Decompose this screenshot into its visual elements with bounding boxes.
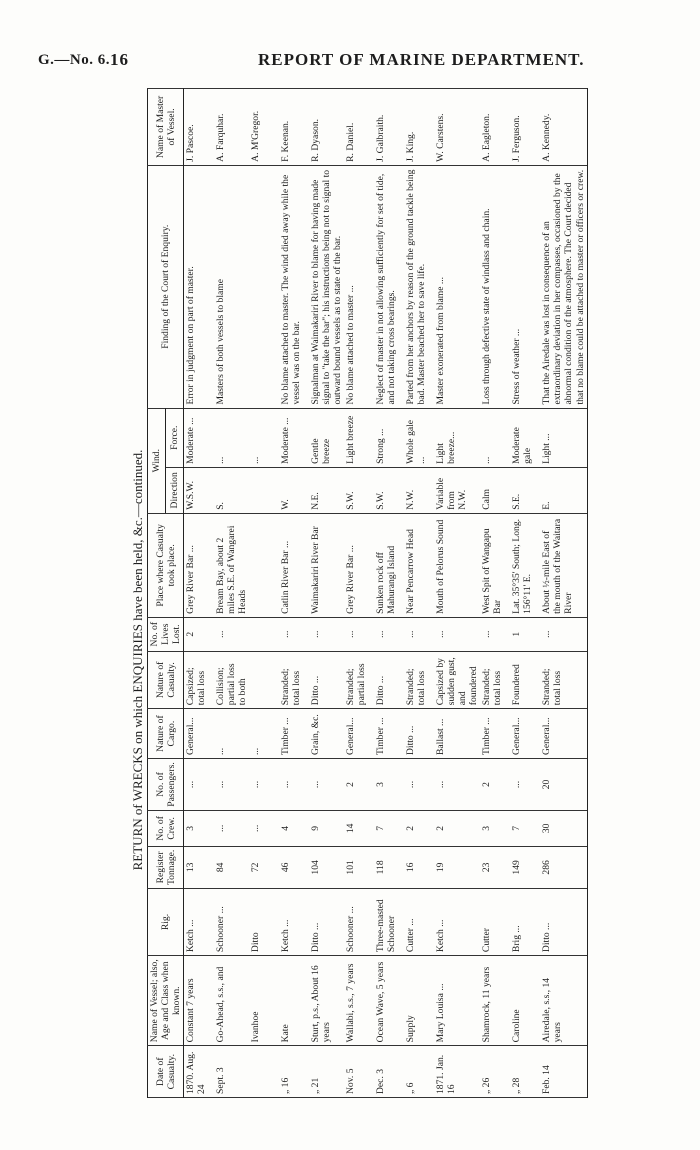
cell-force: Light ... — [540, 408, 587, 467]
cell-lives: ... — [279, 617, 309, 651]
cell-master: F. Keenan. — [279, 89, 309, 166]
cell-place: Catlin River Bar ... — [279, 513, 309, 617]
cell-tonnage: 23 — [480, 846, 510, 888]
table-row — [279, 89, 309, 1098]
cell-rig: Three-masted Schooner — [374, 889, 404, 956]
cell-cargo: Ballast ... — [434, 709, 480, 759]
table-row — [404, 89, 434, 1098]
cell-lives: ... — [480, 617, 510, 651]
cell-lives: ... — [309, 617, 344, 651]
cell-force: ... — [249, 408, 279, 467]
cell-rig: Ketch ... — [184, 889, 215, 956]
cell-finding: Signalman at Waimakariri River to blame for having made signal to "take the bar"; his instructions being not to signal to outward bound vessels as to state of the bar. — [309, 165, 344, 408]
cell-direction: S.W. — [344, 467, 374, 513]
cell-crew: 3 — [184, 810, 215, 846]
cell-direction: S.E. — [510, 467, 540, 513]
cell-name: Wallabi, s.s., 7 years — [344, 956, 374, 1046]
cell-cargo: Timber ... — [279, 709, 309, 759]
cell-direction: E. — [540, 467, 587, 513]
cell-master: J. Pascoe. — [184, 89, 215, 166]
cell-direction: Variable from N.W. — [434, 467, 480, 513]
cell-lives: 2 — [184, 617, 215, 651]
cell-date: „ 6 — [404, 1046, 434, 1098]
cell-place: Near Pencarrow Head — [404, 513, 434, 617]
header-wind: Wind. — [148, 408, 166, 513]
cell-cargo: General... — [510, 709, 540, 759]
cell-name: Shamrock, 11 years — [480, 956, 510, 1046]
cell-name: Kate — [279, 956, 309, 1046]
cell-master: A. Farquhar. — [214, 89, 249, 166]
cell-tonnage: 149 — [510, 846, 540, 888]
cell-name: Constant 7 years — [184, 956, 215, 1046]
cell-master: W. Carstens. — [434, 89, 480, 166]
cell-lives: ... — [434, 617, 480, 651]
wrecks-table-rotated — [147, 88, 637, 1098]
cell-finding — [249, 165, 279, 408]
cell-finding: No blame attached to master. The wind died away while the vessel was on the bar. — [279, 165, 309, 408]
cell-cargo: Timber ... — [374, 709, 404, 759]
cell-casualty: Stranded; total loss — [540, 651, 587, 709]
cell-tonnage: 72 — [249, 846, 279, 888]
cell-passengers: ... — [184, 759, 215, 811]
cell-passengers: ... — [279, 759, 309, 811]
cell-date — [249, 1046, 279, 1098]
cell-name: Ocean Wave, 5 years — [374, 956, 404, 1046]
cell-master: J. Ferguson. — [510, 89, 540, 166]
document-reference: G.—No. 6. — [38, 52, 110, 68]
cell-direction: W. — [279, 467, 309, 513]
header-casualty: Nature of Casualty. — [148, 651, 184, 709]
cell-crew: 3 — [480, 810, 510, 846]
cell-master: R. Dyason. — [309, 89, 344, 166]
cell-rig: Cutter — [480, 889, 510, 956]
cell-master: A. M'Gregor. — [249, 89, 279, 166]
cell-rig: Ketch ... — [434, 889, 480, 956]
cell-place: Mouth of Pelorus Sound — [434, 513, 480, 617]
cell-finding: Loss through defective state of windlass and chain. — [480, 165, 510, 408]
cell-finding: No blame attached to master ... — [344, 165, 374, 408]
header-crew: No. of Crew. — [148, 810, 184, 846]
cell-casualty: Stranded; total loss — [404, 651, 434, 709]
cell-casualty: Stranded; partial loss — [344, 651, 374, 709]
cell-place: Grey River Bar ... — [184, 513, 215, 617]
cell-crew: 14 — [344, 810, 374, 846]
cell-lives — [249, 617, 279, 651]
cell-rig: Schooner ... — [344, 889, 374, 956]
cell-date: „ 26 — [480, 1046, 510, 1098]
table-row — [309, 89, 344, 1098]
table-row — [374, 89, 404, 1098]
cell-rig: Ditto — [249, 889, 279, 956]
cell-passengers: ... — [214, 759, 249, 811]
header-finding: Finding of the Court of Enquiry. — [148, 165, 184, 408]
header-force: Force. — [166, 408, 184, 467]
wrecks-table — [147, 88, 588, 1098]
table-row — [184, 89, 215, 1098]
cell-casualty: Collision; partial loss to both — [214, 651, 249, 709]
cell-finding: Error in judgment on part of master. — [184, 165, 215, 408]
table-row — [510, 89, 540, 1098]
cell-date: Nov. 5 — [344, 1046, 374, 1098]
cell-passengers: ... — [309, 759, 344, 811]
cell-master: R. Daniel. — [344, 89, 374, 166]
cell-master: J. Galbraith. — [374, 89, 404, 166]
cell-force: Light breeze... — [434, 408, 480, 467]
table-caption: RETURN of WRECKS on which ENQUIRIES have been held, &c.—continued. — [130, 449, 145, 871]
header-tonnage: Register Tonnage. — [148, 846, 184, 888]
cell-passengers: 2 — [344, 759, 374, 811]
cell-cargo: Grain, &c. — [309, 709, 344, 759]
cell-tonnage: 84 — [214, 846, 249, 888]
cell-crew: 7 — [374, 810, 404, 846]
cell-passengers: ... — [510, 759, 540, 811]
cell-name: Caroline — [510, 956, 540, 1046]
cell-casualty — [249, 651, 279, 709]
cell-tonnage: 16 — [404, 846, 434, 888]
cell-finding: Stress of weather ... — [510, 165, 540, 408]
cell-lives: ... — [344, 617, 374, 651]
cell-name: Airedale, s.s., 14 years — [540, 956, 587, 1046]
cell-crew: ... — [249, 810, 279, 846]
cell-direction: N.W. — [404, 467, 434, 513]
cell-tonnage: 118 — [374, 846, 404, 888]
table-row — [214, 89, 249, 1098]
header-lives: No. of Lives Lost. — [148, 617, 184, 651]
cell-finding: Masters of both vessels to blame — [214, 165, 249, 408]
cell-force: Moderate ... — [279, 408, 309, 467]
header-place: Place where Casualty took place. — [148, 513, 184, 617]
header-name: Name of Vessel; also, Age and Class when known. — [148, 956, 184, 1046]
cell-rig: Cutter ... — [404, 889, 434, 956]
cell-place: Lat. 35°35' South; Long. 156°11' E. — [510, 513, 540, 617]
cell-direction: S.W. — [374, 467, 404, 513]
cell-lives: ... — [214, 617, 249, 651]
cell-force: Strong ... — [374, 408, 404, 467]
cell-date: Sept. 3 — [214, 1046, 249, 1098]
cell-name: Ivanhoe — [249, 956, 279, 1046]
cell-finding: Neglect of master in not allowing sufficiently for set of tide, and not taking cross bearings. — [374, 165, 404, 408]
cell-place — [249, 513, 279, 617]
cell-cargo: ... — [249, 709, 279, 759]
cell-passengers: ... — [434, 759, 480, 811]
cell-crew: 2 — [434, 810, 480, 846]
cell-place: Waimakariri River Bar — [309, 513, 344, 617]
cell-date: „ 28 — [510, 1046, 540, 1098]
table-row — [249, 89, 279, 1098]
cell-passengers: 3 — [374, 759, 404, 811]
cell-cargo: Ditto ... — [404, 709, 434, 759]
cell-finding: Parted from her anchors by reason of the ground tackle being bad. Master beached her to save life. — [404, 165, 434, 408]
cell-date: Dec. 3 — [374, 1046, 404, 1098]
table-row — [540, 89, 587, 1098]
cell-date: „ 16 — [279, 1046, 309, 1098]
table-row — [434, 89, 480, 1098]
cell-direction — [249, 467, 279, 513]
cell-date: Feb. 14 — [540, 1046, 587, 1098]
cell-crew: 7 — [510, 810, 540, 846]
cell-force: Moderate gale — [510, 408, 540, 467]
cell-name: Supply — [404, 956, 434, 1046]
cell-place: West Spit of Wangapu Bar — [480, 513, 510, 617]
cell-lives: ... — [404, 617, 434, 651]
cell-direction: S. — [214, 467, 249, 513]
cell-rig: Ketch ... — [279, 889, 309, 956]
cell-lives: ... — [374, 617, 404, 651]
cell-finding: That the Airedale was lost in consequence of an extraordinary deviation in her compasses, occasioned by the abnormal condition of the atmosphere. The Court decided that no blame could be attached to master or officers or crew. — [540, 165, 587, 408]
page-title-line — [110, 50, 585, 70]
page-header — [0, 44, 700, 74]
cell-casualty: Foundered — [510, 651, 540, 709]
cell-master: J. King. — [404, 89, 434, 166]
header-passengers: No. of Passengers. — [148, 759, 184, 811]
cell-place: About ½-mile East of the mouth of the Waitara River — [540, 513, 587, 617]
cell-lives: 1 — [510, 617, 540, 651]
cell-date: „ 21 — [309, 1046, 344, 1098]
cell-force: Whole gale ... — [404, 408, 434, 467]
cell-place: Bream Bay, about 2 miles S.E. of Wangarei Heads — [214, 513, 249, 617]
cell-casualty: Capsized by sudden gust, and foundered — [434, 651, 480, 709]
cell-place: Grey River Bar ... — [344, 513, 374, 617]
cell-rig: Ditto ... — [309, 889, 344, 956]
cell-crew: 4 — [279, 810, 309, 846]
cell-casualty: Stranded; total loss — [279, 651, 309, 709]
cell-date: 1870. Aug. 24 — [184, 1046, 215, 1098]
cell-crew: 9 — [309, 810, 344, 846]
cell-tonnage: 104 — [309, 846, 344, 888]
cell-tonnage: 19 — [434, 846, 480, 888]
cell-crew: 30 — [540, 810, 587, 846]
cell-crew: ... — [214, 810, 249, 846]
header-rig: Rig. — [148, 889, 184, 956]
cell-place: Sunken rock off Mahurangi Island — [374, 513, 404, 617]
cell-force: Light breeze — [344, 408, 374, 467]
cell-tonnage: 46 — [279, 846, 309, 888]
cell-lives: ... — [540, 617, 587, 651]
cell-direction: N.E. — [309, 467, 344, 513]
cell-passengers: 2 — [480, 759, 510, 811]
header-date: Date of Casualty. — [148, 1046, 184, 1098]
cell-passengers: ... — [249, 759, 279, 811]
cell-direction: W.S.W. — [184, 467, 215, 513]
cell-direction: Calm — [480, 467, 510, 513]
cell-casualty: Stranded; total loss — [480, 651, 510, 709]
cell-cargo: Timber ... — [480, 709, 510, 759]
cell-tonnage: 101 — [344, 846, 374, 888]
cell-name: Go-Ahead, s.s., and — [214, 956, 249, 1046]
cell-finding: Master exonerated from blame ... — [434, 165, 480, 408]
cell-master: A. Eagleton. — [480, 89, 510, 166]
header-direction: Direction — [166, 467, 184, 513]
table-row — [480, 89, 510, 1098]
cell-casualty: Capsized; total loss — [184, 651, 215, 709]
cell-date: 1871. Jan. 16 — [434, 1046, 480, 1098]
cell-rig: Brig ... — [510, 889, 540, 956]
header-master: Name of Master of Vessel. — [148, 89, 184, 166]
cell-master: A. Kennedy. — [540, 89, 587, 166]
cell-force: ... — [480, 408, 510, 467]
cell-name: Sturt, p.s., About 16 years — [309, 956, 344, 1046]
cell-tonnage: 286 — [540, 846, 587, 888]
cell-rig: Ditto ... — [540, 889, 587, 956]
page-number: 16 — [110, 50, 129, 69]
cell-name: Mary Louisa ... — [434, 956, 480, 1046]
cell-passengers: ... — [404, 759, 434, 811]
cell-casualty: Ditto ... — [374, 651, 404, 709]
cell-passengers: 20 — [540, 759, 587, 811]
cell-cargo: General... — [540, 709, 587, 759]
cell-rig: Schooner ... — [214, 889, 249, 956]
cell-force: Moderate ... — [184, 408, 215, 467]
cell-tonnage: 13 — [184, 846, 215, 888]
cell-force: Gentle breeze — [309, 408, 344, 467]
cell-cargo: ... — [214, 709, 249, 759]
cell-crew: 2 — [404, 810, 434, 846]
cell-force: ... — [214, 408, 249, 467]
table-row — [344, 89, 374, 1098]
page-title: REPORT OF MARINE DEPARTMENT. — [258, 50, 585, 69]
cell-cargo: General... — [184, 709, 215, 759]
cell-cargo: General... — [344, 709, 374, 759]
header-cargo: Nature of Cargo. — [148, 709, 184, 759]
cell-casualty: Ditto ... — [309, 651, 344, 709]
